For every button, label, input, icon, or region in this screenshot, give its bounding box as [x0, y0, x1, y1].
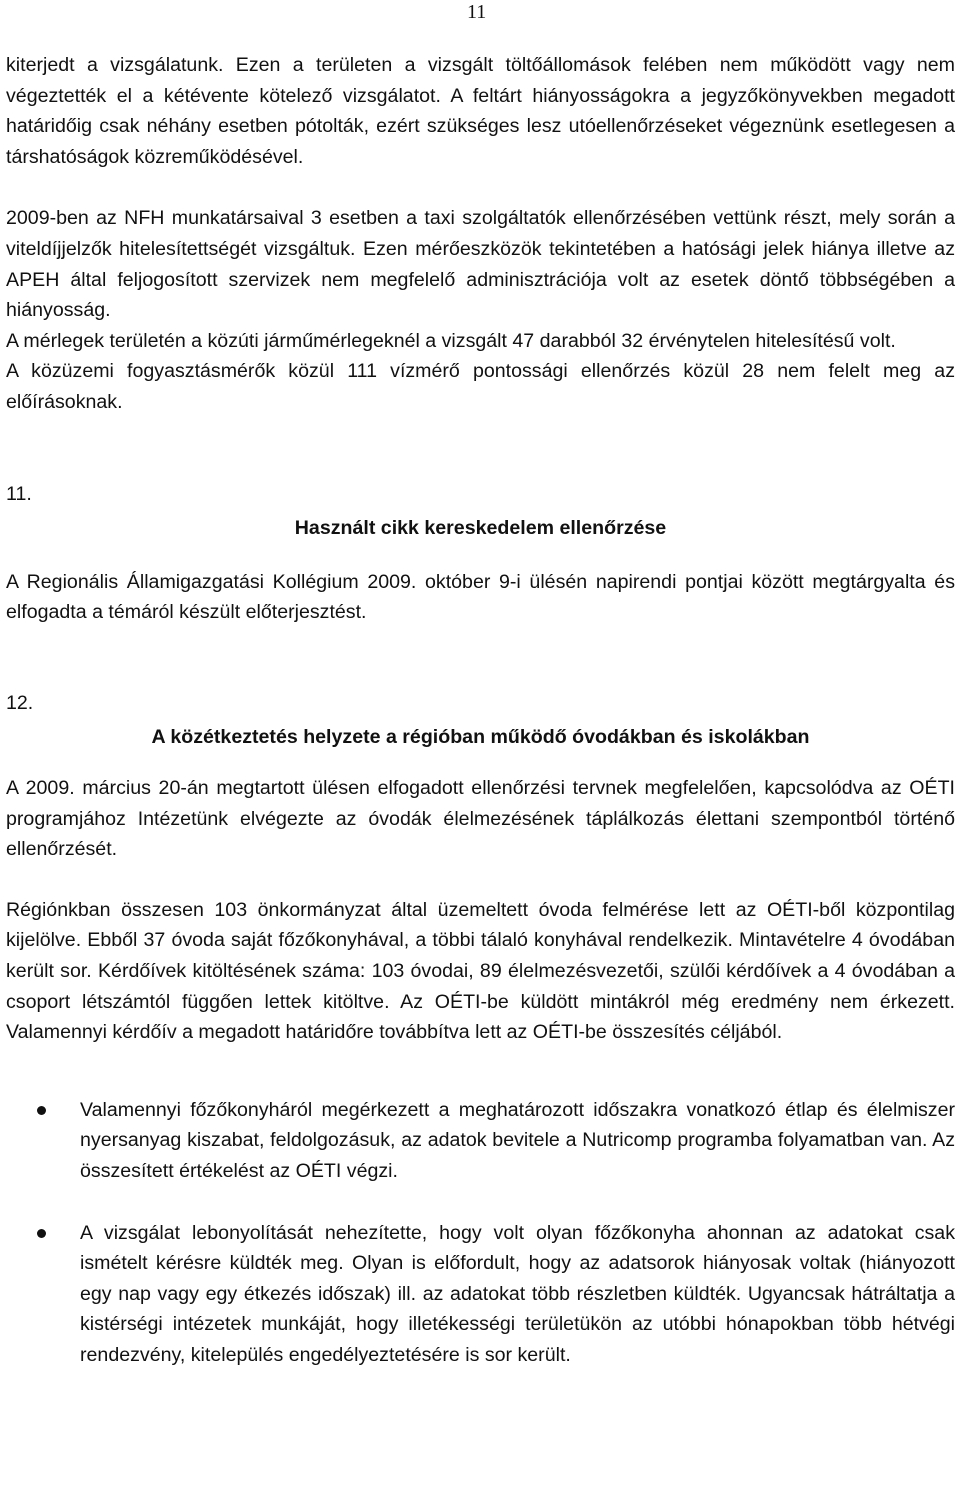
- section-12-title: A közétkeztetés helyzete a régióban működő óvodákban és iskolákban: [151, 725, 810, 748]
- page-number: 11: [467, 1, 487, 23]
- list-item: [6, 1095, 955, 1187]
- intro-paragraph-4: A közüzemi fogyasztásmérők közül 111 vízmérő pontossági ellenőrzés közül 28 nem felelt meg az előírásoknak.: [6, 360, 955, 413]
- intro-paragraph-1: kiterjedt a vizsgálatunk. Ezen a területen a vizsgált töltőállomások felében nem működött vagy nem végeztették el a kétévente kötelező vizsgálatot. A feltárt hiányosságokra a jegyzőkönyvekben megadott határidőig csak néhány esetben pótolták, ezért szükséges lesz utóellenőrzéseket végeznünk esetlegesen a társhatóságok közreműködésével.: [6, 54, 955, 168]
- section-11-body: A Regionális Államigazgatási Kollégium 2009. október 9-i ülésén napirendi pontjai között megtárgyalta és elfogadta a témáról készült előterjesztést.: [6, 570, 955, 624]
- section-12-number: 12.: [6, 691, 34, 714]
- list-item-text: A vizsgálat lebonyolítását nehezítette, hogy volt olyan főzőkonyha ahonnan az adatokat csak ismételt kérésre küldték meg. Olyan is előfordult, hogy az adatsorok hiányosak voltak (hiányozott egy nap vagy egy étkezés időszak) ill. az adatokat több részletben küldték. Ugyancsak hátráltatja a kistérségi intézetek munkáját, hogy illetékességi területükön az utóbbi hónapokban több hétvégi rendezvény, kitelepülés engedélyeztetésére is sor került.: [80, 1221, 955, 1366]
- list-item: [6, 1218, 955, 1371]
- document-body: [6, 50, 955, 1371]
- intro-paragraph-2: 2009-ben az NFH munkatársaival 3 esetben a taxi szolgáltatók ellenőrzésében vettünk részt, mely során a viteldíjjelzők hitelesítettségét vizsgáltuk. Ezen mérőeszközök tekintetében a hatósági jelek hiánya illetve az APEH által feljogosított szervizek nem megfelelő adminisztrációja volt az esetek döntő többségében a hiányosság.: [6, 207, 955, 322]
- bullet-icon: [37, 1229, 46, 1238]
- section-11-title: Használt cikk kereskedelem ellenőrzése: [294, 517, 667, 540]
- list-item-text: Valamennyi főzőkonyháról megérkezett a meghatározott időszakra vonatkozó étlap és élelmiszer nyersanyag kiszabat, feldolgozásuk, az adatok bevitele a Nutricomp programba folyamatban van. Az összesített értékelést az OÉTI végzi.: [80, 1098, 955, 1183]
- intro-paragraph-3: A mérlegek területén a közúti járműmérlegeknél a vizsgált 47 darabból 32 érvénytelen hitelesítésű volt.: [6, 329, 896, 352]
- bullet-list: [6, 1095, 955, 1371]
- section-12-paragraph-1: A 2009. március 20-án megtartott ülésen elfogadott ellenőrzési tervnek megfelelően, kapcsolódva az OÉTI programjához Intézetünk elvégezte az óvodák élelmezésének táplálkozás élettani szempontból történő ellenőrzését.: [6, 777, 955, 861]
- section-11-number: 11.: [6, 482, 32, 505]
- bullet-icon: [37, 1106, 46, 1115]
- section-12-paragraph-2: Régiónkban összesen 103 önkormányzat által üzemeltett óvoda felmérése lett az OÉTI-ből központilag kijelölve. Ebből 37 óvoda saját főzőkonyhával, a többi tálaló konyhával rendelkezik. Mintavételre 4 óvodában került sor. Kérdőívek kitöltésének száma: 103 óvodai, 89 élelmezésvezetői, szülői kérdőívek a 4 óvodában a csoport létszámtól függően lettek kitöltve. Az OÉTI-be küldött mintákról még eredmény nem érkezett. Valamennyi kérdőív a megadott határidőre továbbítva lett az OÉTI-be összesítés céljából.: [6, 898, 955, 1044]
